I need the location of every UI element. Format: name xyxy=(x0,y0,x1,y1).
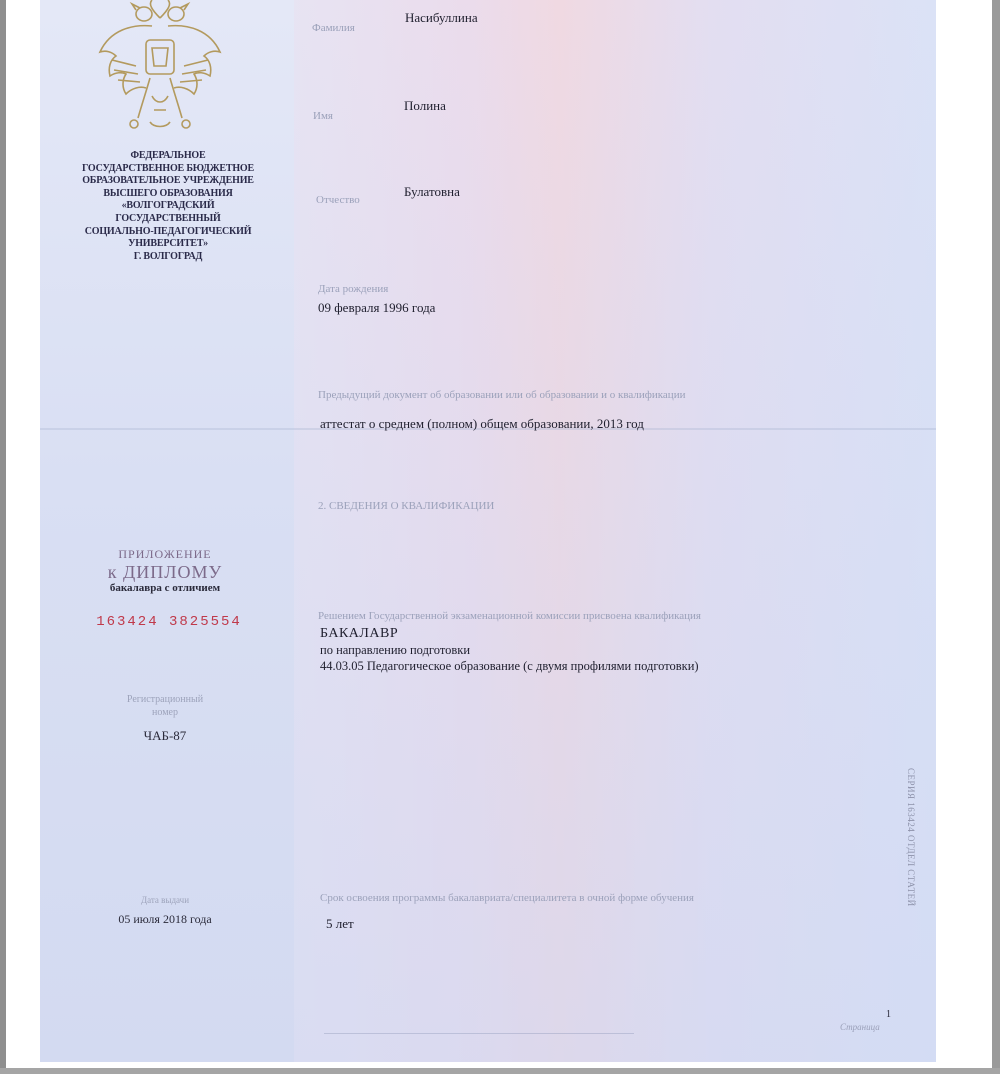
reg-number: ЧАБ-87 xyxy=(143,728,187,743)
scan-frame-bottom xyxy=(0,1068,1000,1074)
reg-number-label xyxy=(100,693,230,719)
commission-decision-label: Решением Государственной экзаменационной комиссии присвоена квалификация xyxy=(318,610,701,622)
vertical-side-text: СЕРИЯ 163424 ОТДЕЛ СТАТЕЙ xyxy=(906,768,916,907)
page-number: 1 xyxy=(886,1009,891,1020)
name-label: Имя xyxy=(313,110,333,122)
qualification-block xyxy=(320,626,699,674)
coat-of-arms-emblem xyxy=(92,0,228,132)
appendix-line2: к ДИПЛОМУ xyxy=(107,562,223,582)
patronymic-value: Булатовна xyxy=(404,184,460,199)
serial-number: 163424 3825554 xyxy=(96,614,242,630)
org-line: ВЫСШЕГО ОБРАЗОВАНИЯ xyxy=(103,187,233,199)
reg-label-line2: номер xyxy=(152,707,178,718)
qualification-section-heading: 2. СВЕДЕНИЯ О КВАЛИФИКАЦИИ xyxy=(318,500,495,512)
scan-frame-right xyxy=(992,0,1000,1074)
org-line: ГОСУДАРСТВЕННОЕ БЮДЖЕТНОЕ xyxy=(82,162,254,174)
direction-value: 44.03.05 Педагогическое образование (с двумя профилями подготовки) xyxy=(320,659,699,673)
issue-date-label: Дата выдачи xyxy=(140,895,190,905)
reg-label-line1: Регистрационный xyxy=(126,694,204,705)
program-term-value: 5 лет xyxy=(326,916,354,931)
surname-label: Фамилия xyxy=(312,22,355,34)
qualification-value: БАКАЛАВР xyxy=(320,626,399,641)
program-term-label: Срок освоения программы бакалавриата/специалитета в очной форме обучения xyxy=(320,892,694,904)
direction-label: по направлению подготовки xyxy=(320,643,471,657)
org-line: ГОСУДАРСТВЕННЫЙ xyxy=(115,212,221,224)
birth-date-value: 09 февраля 1996 года xyxy=(318,300,436,315)
diploma-sheet xyxy=(40,0,936,1062)
previous-document-value: аттестат о среднем (полном) общем образовании, 2013 год xyxy=(320,416,644,431)
page-label: Страница xyxy=(840,1022,880,1032)
org-line: «ВОЛГОГРАДСКИЙ xyxy=(121,200,215,212)
birth-date-label: Дата рождения xyxy=(318,283,389,295)
org-line: ОБРАЗОВАТЕЛЬНОЕ УЧРЕЖДЕНИЕ xyxy=(82,175,254,187)
issue-date: 05 июля 2018 года xyxy=(118,912,212,926)
appendix-line1: ПРИЛОЖЕНИЕ xyxy=(118,547,212,561)
organization-name xyxy=(50,150,286,263)
patronymic-label: Отчество xyxy=(316,194,360,206)
org-line: Г. ВОЛГОГРАД xyxy=(133,250,203,262)
name-value: Полина xyxy=(404,98,446,113)
org-line: УНИВЕРСИТЕТ» xyxy=(128,238,208,250)
org-line: ФЕДЕРАЛЬНОЕ xyxy=(130,150,206,161)
surname-value: Насибуллина xyxy=(405,10,478,25)
appendix-title xyxy=(80,547,250,594)
previous-document-label: Предыдущий документ об образовании или об образовании и о квалификации xyxy=(318,389,686,401)
org-line: СОЦИАЛЬНО-ПЕДАГОГИЧЕСКИЙ xyxy=(84,225,252,237)
appendix-line3: бакалавра с отличием xyxy=(109,582,221,594)
bottom-rule xyxy=(324,1033,634,1034)
scan-frame-left xyxy=(0,0,6,1074)
